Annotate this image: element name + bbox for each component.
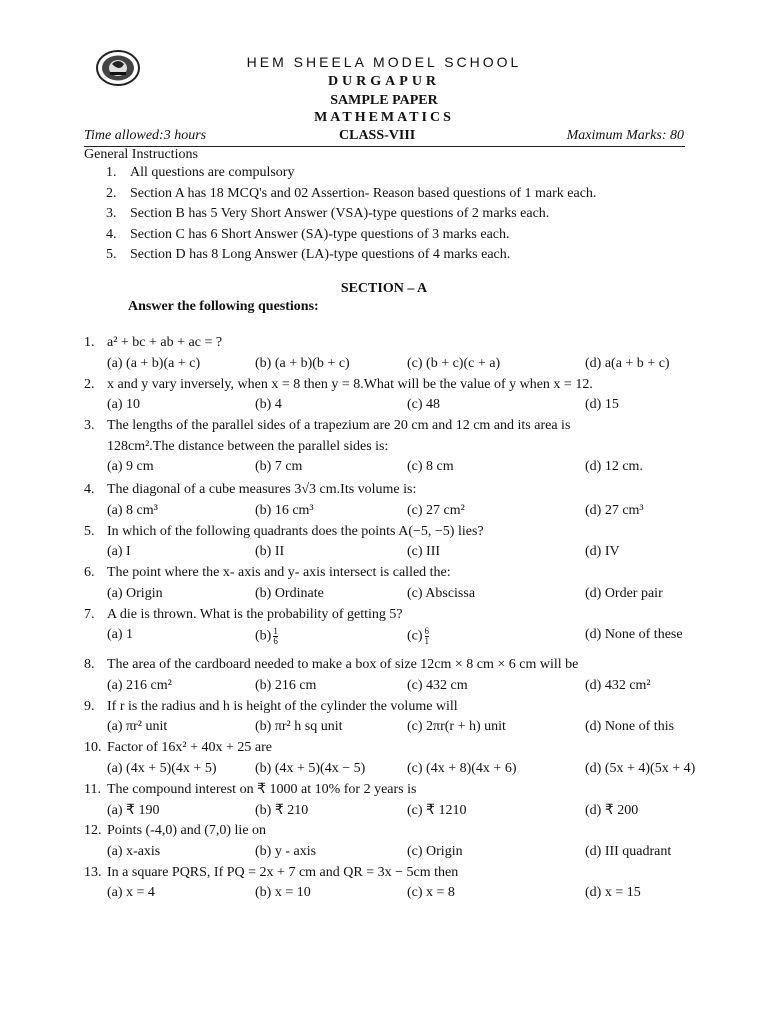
options-row bbox=[107, 584, 684, 605]
option-a: (a) 216 cm² bbox=[107, 677, 172, 693]
option-b: (b) $\frac{1}{6}$ bbox=[255, 626, 278, 646]
question-text: In a square PQRS, If PQ = 2x + 7 cm and QR = 3x − 5cm then bbox=[107, 864, 459, 880]
option-b: (b) 16 cm³ bbox=[255, 502, 314, 518]
option-c: (c) Abscissa bbox=[407, 585, 476, 601]
option-d: (d) x = 15 bbox=[585, 885, 641, 900]
class-label: CLASS-VIII bbox=[339, 128, 416, 143]
options-row bbox=[107, 625, 684, 651]
option-a: (a) (a + b)(a + c) bbox=[107, 355, 201, 371]
question-text: The lengths of the parallel sides of a trapezium are 20 cm and 12 cm and its area is bbox=[107, 418, 571, 434]
question-text: The area of the cardboard needed to make a box of size 12cm × 8 cm × 6 cm will be bbox=[107, 657, 579, 673]
options-row bbox=[107, 717, 684, 738]
question-text: The point where the x- axis and y- axis intersect is called the: bbox=[107, 565, 451, 581]
section-title: SECTION – A bbox=[340, 281, 428, 296]
question-item bbox=[84, 863, 684, 905]
question-item bbox=[84, 697, 684, 739]
subject-title: MATHEMATICS bbox=[314, 110, 454, 125]
options-row bbox=[107, 395, 684, 416]
question-number: 4. bbox=[84, 482, 95, 498]
option-b: (b) II bbox=[255, 544, 285, 559]
question-number: 13. bbox=[84, 864, 102, 880]
question-item bbox=[84, 738, 696, 780]
question-item bbox=[84, 605, 684, 652]
question-number: 7. bbox=[84, 606, 95, 622]
option-a: (a) Origin bbox=[107, 585, 163, 601]
option-b: (b) (4x + 5)(4x − 5) bbox=[255, 760, 366, 776]
question-number: 10. bbox=[84, 740, 102, 756]
time-allowed: Time allowed:3 hours bbox=[84, 128, 207, 143]
option-d: (d) (5x + 4)(5x + 4) bbox=[585, 760, 696, 776]
option-d: (d) III quadrant bbox=[585, 843, 672, 859]
question-text: x and y vary inversely, when x = 8 then y = 8.What will be the value of y when x = 12. bbox=[107, 376, 593, 392]
option-d: (d) None of these bbox=[585, 627, 683, 642]
options-row bbox=[107, 800, 684, 821]
options-row bbox=[107, 676, 684, 697]
option-b: (b) y - axis bbox=[255, 843, 317, 859]
option-c: (c) $\frac{6}{1}$ bbox=[407, 626, 430, 646]
question-item bbox=[84, 821, 684, 863]
option-d: (d) a(a + b + c) bbox=[585, 355, 670, 371]
option-c: (c) ₹ 1210 bbox=[407, 803, 467, 818]
exam-meta-row bbox=[84, 128, 684, 146]
question-number: 2. bbox=[84, 376, 95, 392]
question-text: In which of the following quadrants does the points A(−5, −5) lies? bbox=[107, 523, 484, 539]
question-number: 12. bbox=[84, 823, 102, 839]
option-c: (c) (4x + 8)(4x + 6) bbox=[407, 760, 517, 776]
question-number: 1. bbox=[84, 335, 95, 351]
paper-type: SAMPLE PAPER bbox=[330, 93, 438, 108]
option-c: (c) 2πr(r + h) unit bbox=[407, 719, 506, 734]
option-a: (a) 8 cm³ bbox=[107, 502, 158, 518]
question-number: 6. bbox=[84, 565, 95, 581]
question-item bbox=[84, 375, 684, 417]
option-c: (c) Origin bbox=[407, 843, 463, 859]
option-a: (a) I bbox=[107, 544, 131, 559]
question-text: 128cm².The distance between the parallel sides is: bbox=[107, 438, 389, 454]
question-item bbox=[84, 480, 684, 522]
section-subtitle: Answer the following questions: bbox=[128, 299, 319, 314]
option-c: (c) 48 bbox=[407, 397, 441, 412]
question-text: If r is the radius and h is height of the cylinder the volume will bbox=[107, 698, 458, 714]
instructions-list bbox=[106, 165, 686, 268]
options-row bbox=[107, 457, 684, 478]
question-item bbox=[84, 333, 684, 375]
option-b: (b) 4 bbox=[255, 397, 282, 412]
question-text: The diagonal of a cube measures 3√3 cm.Its volume is: bbox=[107, 482, 417, 498]
option-d: (d) 27 cm³ bbox=[585, 502, 644, 518]
option-b: (b) πr² h sq unit bbox=[255, 719, 343, 734]
maximum-marks: Maximum Marks: 80 bbox=[566, 128, 684, 143]
general-instructions-title: General Instructions bbox=[84, 147, 198, 162]
options-row bbox=[107, 842, 684, 863]
question-number: 9. bbox=[84, 698, 95, 714]
option-d: (d) IV bbox=[585, 544, 620, 559]
option-b: (b) Ordinate bbox=[255, 585, 324, 601]
option-c: (c) (b + c)(c + a) bbox=[407, 355, 501, 371]
option-d: (d) 12 cm. bbox=[585, 459, 643, 474]
option-c: (c) 8 cm bbox=[407, 459, 454, 474]
options-row bbox=[107, 501, 684, 522]
instruction-item: 3. Section B has 5 Very Short Answer (VSA)-type questions of 2 marks each. bbox=[106, 206, 550, 222]
option-a: (a) (4x + 5)(4x + 5) bbox=[107, 760, 217, 776]
question-number: 11. bbox=[84, 781, 101, 797]
question-text: Factor of 16x² + 40x + 25 are bbox=[107, 740, 273, 756]
questions-list bbox=[84, 333, 696, 904]
option-d: (d) None of this bbox=[585, 719, 675, 734]
question-text: The compound interest on ₹ 1000 at 10% for 2 years is bbox=[107, 782, 417, 798]
fraction: $\frac{1}{6}$ bbox=[273, 626, 278, 646]
instruction-item: 2. Section A has 18 MCQ's and 02 Assertion- Reason based questions of 1 mark each. bbox=[106, 185, 597, 201]
school-name: HEM SHEELA MODEL SCHOOL bbox=[246, 54, 522, 70]
fraction: $\frac{6}{1}$ bbox=[424, 626, 430, 646]
option-a: (a) 9 cm bbox=[107, 459, 154, 474]
instruction-item: 1. All questions are compulsory bbox=[106, 165, 295, 180]
option-b: (b) x = 10 bbox=[255, 885, 311, 900]
option-a: (a) 10 bbox=[107, 397, 141, 412]
options-row bbox=[107, 883, 684, 904]
question-item bbox=[84, 655, 684, 697]
question-text: A die is thrown. What is the probability of getting 5? bbox=[107, 606, 403, 622]
option-c: (c) 432 cm bbox=[407, 677, 468, 693]
instruction-item: 5. Section D has 8 Long Answer (LA)-type questions of 4 marks each. bbox=[106, 247, 511, 263]
option-a: (a) 1 bbox=[107, 627, 134, 642]
option-d: (d) 15 bbox=[585, 397, 619, 412]
instruction-item: 4. Section C has 6 Short Answer (SA)-type questions of 3 marks each. bbox=[106, 226, 510, 242]
option-a: (a) πr² unit bbox=[107, 719, 168, 734]
option-a: (a) x-axis bbox=[107, 843, 161, 859]
option-a: (a) x = 4 bbox=[107, 885, 155, 900]
options-row bbox=[107, 759, 696, 780]
question-number: 8. bbox=[84, 657, 95, 673]
option-d: (d) Order pair bbox=[585, 585, 663, 601]
option-b: (b) ₹ 210 bbox=[255, 803, 309, 818]
option-b: (b) 7 cm bbox=[255, 459, 303, 474]
question-item bbox=[84, 780, 684, 822]
school-city: DURGAPUR bbox=[327, 74, 441, 89]
options-row bbox=[107, 354, 684, 375]
question-item bbox=[84, 416, 684, 478]
option-c: (c) 27 cm² bbox=[407, 502, 465, 518]
question-text: a² + bc + ab + ac = ? bbox=[107, 335, 223, 351]
option-d: (d) 432 cm² bbox=[585, 677, 651, 693]
question-item bbox=[84, 563, 684, 605]
question-text: Points (-4,0) and (7,0) lie on bbox=[107, 823, 267, 839]
option-d: (d) ₹ 200 bbox=[585, 803, 639, 818]
option-b: (b) (a + b)(b + c) bbox=[255, 355, 350, 371]
question-number: 5. bbox=[84, 523, 95, 539]
option-c: (c) x = 8 bbox=[407, 885, 455, 900]
question-number: 3. bbox=[84, 418, 95, 434]
option-b: (b) 216 cm bbox=[255, 677, 317, 693]
option-c: (c) III bbox=[407, 544, 441, 559]
options-row bbox=[107, 542, 684, 563]
question-item bbox=[84, 522, 684, 564]
option-a: (a) ₹ 190 bbox=[107, 803, 160, 818]
